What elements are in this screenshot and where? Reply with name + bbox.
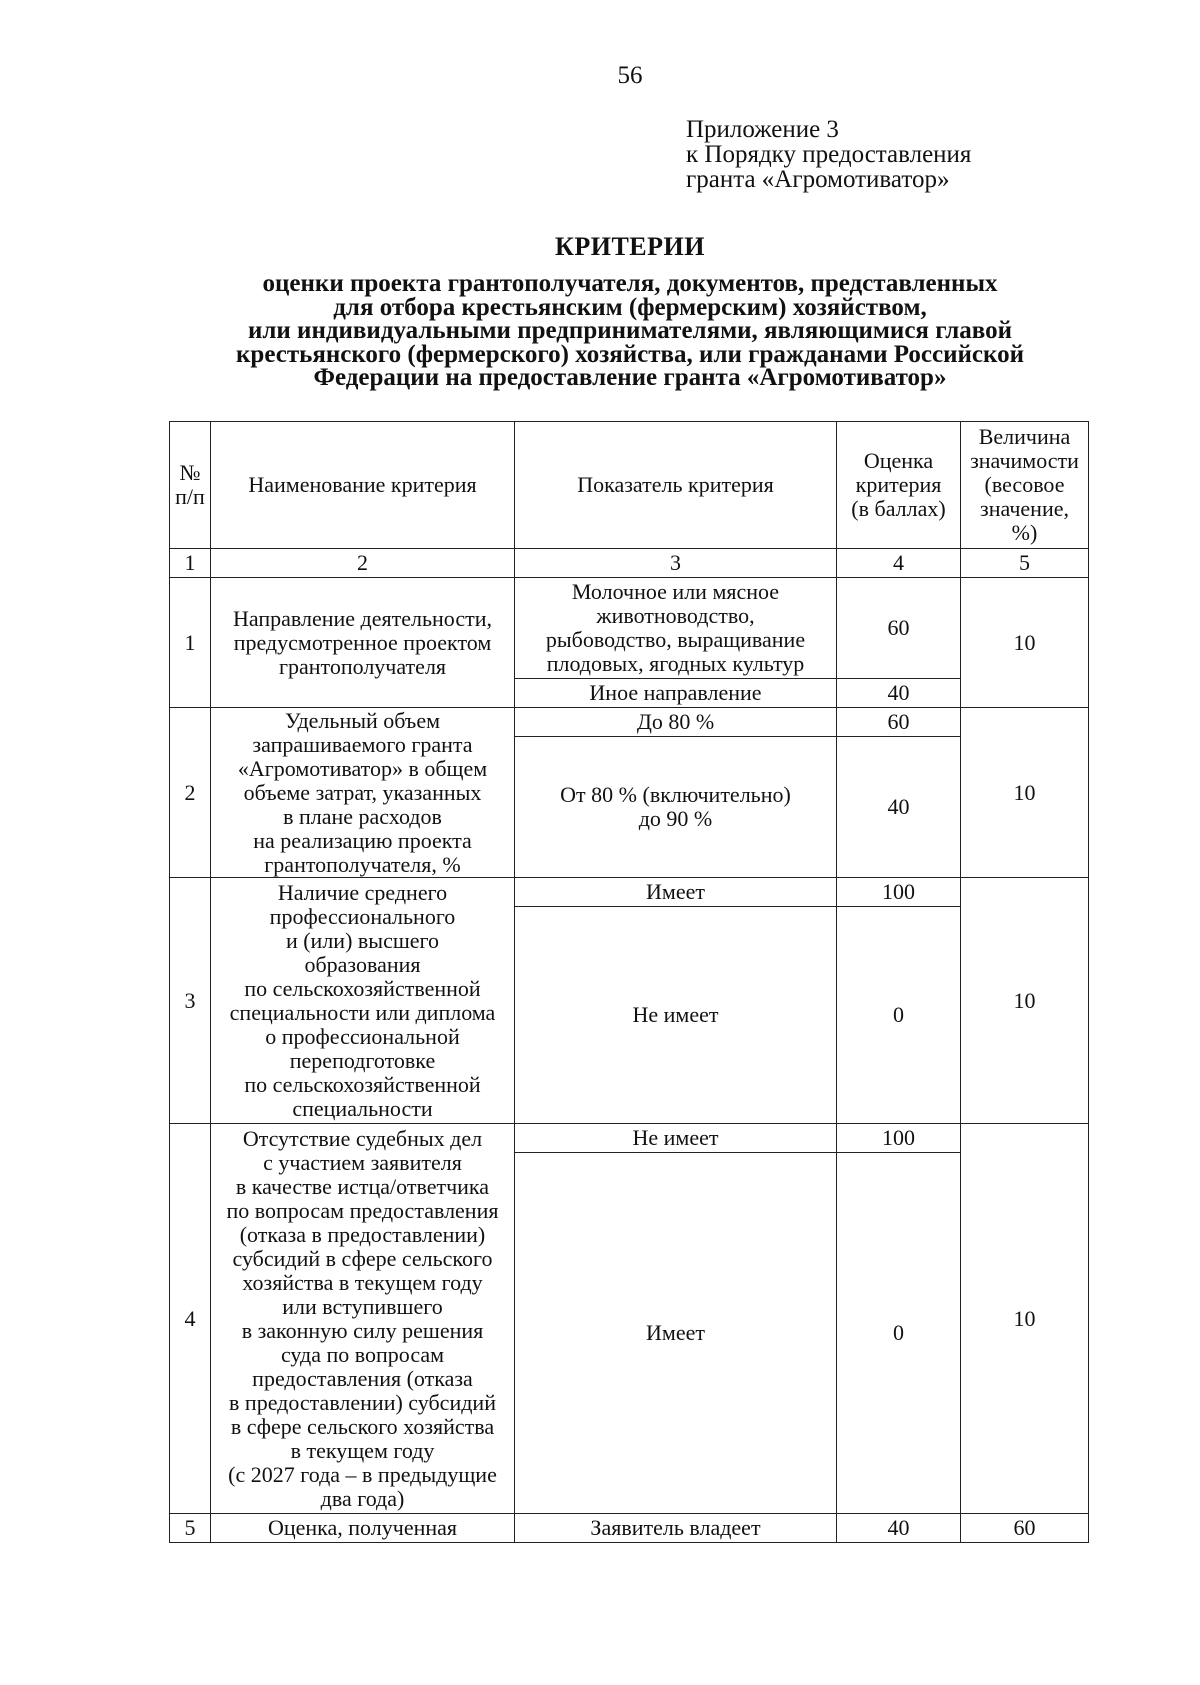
criterion-score: 40 <box>837 679 961 708</box>
criterion-name-line: Отсутствие судебных дел <box>242 1125 483 1151</box>
criterion-name-line: с участием заявителя <box>263 1149 462 1175</box>
subtitle-line: или индивидуальными предпринимателями, являющимися главой <box>247 317 1013 344</box>
header-score-line: (в баллах) <box>851 496 946 521</box>
appendix-reference <box>686 117 971 192</box>
criterion-name <box>211 578 515 708</box>
criterion-name-line: по сельскохозяйственной <box>244 1071 481 1097</box>
header-number-line: п/п <box>175 484 205 509</box>
criterion-score: 60 <box>837 578 961 679</box>
criterion-name-line: Удельный объем <box>285 707 440 733</box>
criterion-name-line: (отказа в предоставлении) <box>239 1221 486 1247</box>
criterion-name-line: грантополучателя <box>278 653 447 679</box>
subtitle-line: оценки проекта грантополучателя, документов, представленных <box>262 270 998 297</box>
column-number: 3 <box>515 549 837 578</box>
criterion-weight: 10 <box>961 578 1089 708</box>
header-score-line: Оценка <box>863 448 934 473</box>
column-numbers-row <box>170 549 1089 578</box>
criterion-name-line: в предоставлении) субсидий <box>229 1389 496 1415</box>
criterion-name-line: хозяйства в текущем году <box>242 1269 483 1295</box>
table-row <box>170 1124 1089 1153</box>
page-number: 56 <box>617 62 643 89</box>
criterion-name-line: (с 2027 года – в предыдущие <box>228 1461 497 1487</box>
appendix-line: к Порядку предоставления <box>686 141 972 168</box>
criterion-score: 100 <box>837 878 961 907</box>
header-weight-line: значение, <box>980 496 1069 521</box>
criterion-name-line: в плане расходов <box>283 803 442 829</box>
criterion-name-line: два года) <box>320 1485 405 1511</box>
header-number-line: № <box>179 460 201 485</box>
subtitle-line: для отбора крестьянским (фермерским) хозяйством, <box>333 293 927 321</box>
criterion-weight: 60 <box>961 1514 1089 1543</box>
row-number: 4 <box>170 1124 211 1514</box>
document-title: КРИТЕРИИ <box>555 232 705 261</box>
indicator-line: От 80 % (включительно) <box>560 782 791 807</box>
indicator-line: плодовых, ягодных культур <box>546 651 805 676</box>
table-header-row <box>170 422 1089 549</box>
header-criterion-name: Наименование критерия <box>211 422 515 549</box>
criterion-score: 40 <box>837 737 961 878</box>
indicator-line: животноводство, <box>596 603 755 628</box>
indicator-line: Молочное или мясное <box>571 579 780 604</box>
criterion-score: 0 <box>837 1153 961 1514</box>
criterion-name-line: по сельскохозяйственной <box>244 975 481 1001</box>
header-number <box>170 422 211 549</box>
header-score <box>837 422 961 549</box>
header-weight-line: Величина <box>978 424 1071 449</box>
header-weight <box>961 422 1089 549</box>
criterion-name-line: в законную силу решения <box>241 1317 484 1343</box>
table-row <box>170 708 1089 737</box>
criteria-table <box>169 421 1089 1543</box>
criterion-name-line: или вступившего <box>282 1293 443 1319</box>
criterion-name-line: специальности или диплома <box>229 999 496 1025</box>
column-number: 2 <box>211 549 515 578</box>
criterion-name-line: суда по вопросам <box>280 1341 445 1367</box>
header-score-line: критерия <box>855 472 942 497</box>
criterion-score: 60 <box>837 708 961 737</box>
criterion-name-line: объеме затрат, указанных <box>243 779 482 805</box>
criterion-name-line: профессионального <box>269 903 456 929</box>
criterion-name-line: в сфере сельского хозяйства <box>230 1413 495 1439</box>
header-criterion-indicator: Показатель критерия <box>515 422 837 549</box>
criterion-name-line: запрашиваемого гранта <box>252 731 473 757</box>
criterion-indicator: Не имеет <box>515 907 837 1124</box>
criterion-name-line: специальности <box>292 1095 433 1121</box>
criterion-indicator: Заявитель владеет <box>515 1514 837 1543</box>
criterion-indicator: Имеет <box>515 878 837 907</box>
criterion-score: 100 <box>837 1124 961 1153</box>
criterion-name <box>211 1124 515 1514</box>
row-number: 1 <box>170 578 211 708</box>
appendix-line: гранта «Агромотиватор» <box>686 166 950 193</box>
criterion-name: Оценка, полученная <box>211 1514 515 1543</box>
row-number: 2 <box>170 708 211 878</box>
criterion-name-line: Наличие среднего <box>277 879 448 905</box>
header-weight-line: значимости <box>970 448 1079 473</box>
table-row <box>170 578 1089 679</box>
column-number: 1 <box>170 549 211 578</box>
criterion-name <box>211 878 515 1124</box>
criterion-indicator: Имеет <box>515 1153 837 1514</box>
column-number: 5 <box>961 549 1089 578</box>
criterion-name-line: переподготовке <box>289 1047 436 1073</box>
criterion-name-line: субсидий в сфере сельского <box>232 1245 493 1271</box>
indicator-line: до 90 % <box>638 806 713 831</box>
criterion-weight: 10 <box>961 878 1089 1124</box>
table-row <box>170 878 1089 907</box>
criterion-weight: 10 <box>961 1124 1089 1514</box>
criterion-name-line: образования <box>304 951 421 977</box>
indicator-line: рыбоводство, выращивание <box>545 627 806 652</box>
criterion-indicator: До 80 % <box>515 708 837 737</box>
criterion-indicator: Не имеет <box>515 1124 837 1153</box>
criterion-name <box>211 708 515 878</box>
row-number: 5 <box>170 1514 211 1543</box>
criterion-name-line: «Агромотиватор» в общем <box>237 755 488 781</box>
criterion-name-line: Направление деятельности, <box>233 605 492 631</box>
subtitle-line: Федерации на предоставление гранта «Агромотиватор» <box>313 364 947 391</box>
table-row <box>170 1514 1089 1543</box>
criterion-indicator <box>515 737 837 878</box>
criterion-name-line: предусмотренное проектом <box>233 629 492 655</box>
appendix-line: Приложение 3 <box>686 116 839 143</box>
row-number: 3 <box>170 878 211 1124</box>
subtitle-line: крестьянского (фермерского) хозяйства, или гражданами Российской <box>236 340 1024 368</box>
criterion-name-line: по вопросам предоставления <box>226 1197 499 1223</box>
header-weight-line: %) <box>1011 520 1038 545</box>
criterion-name-line: о профессиональной <box>265 1023 460 1049</box>
criterion-name-line: в качестве истца/ответчика <box>235 1173 490 1199</box>
criterion-weight: 10 <box>961 708 1089 878</box>
criterion-name-line: предоставления (отказа <box>252 1365 473 1391</box>
criterion-score: 40 <box>837 1514 961 1543</box>
criterion-score: 0 <box>837 907 961 1124</box>
header-weight-line: (весовое <box>984 472 1065 497</box>
criterion-name-line: грантополучателя, % <box>264 851 461 877</box>
criterion-name-line: и (или) высшего <box>285 927 440 953</box>
column-number: 4 <box>837 549 961 578</box>
document-subtitle <box>0 272 1200 390</box>
criterion-indicator <box>515 578 837 679</box>
criterion-name-line: в текущем году <box>290 1437 435 1463</box>
criterion-indicator: Иное направление <box>515 679 837 708</box>
criterion-name-line: на реализацию проекта <box>253 827 472 853</box>
